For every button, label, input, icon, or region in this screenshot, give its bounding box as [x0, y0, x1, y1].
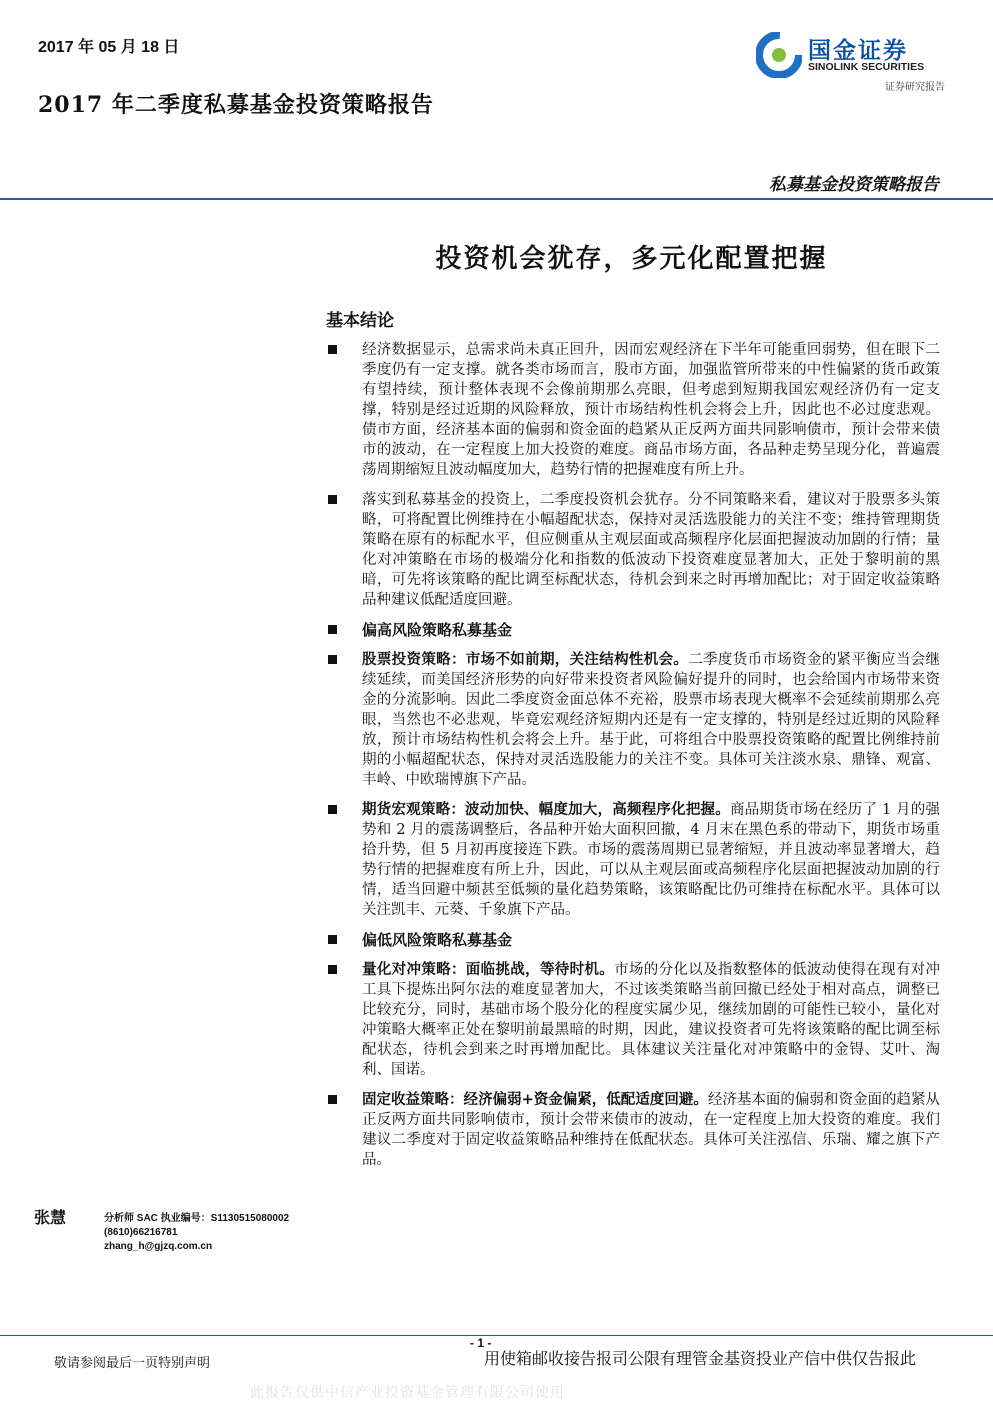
sinolink-logo-icon [756, 32, 802, 78]
report-title: 2017 年二季度私募基金投资策略报告 [38, 92, 434, 118]
analyst-info [104, 1212, 289, 1254]
bullet-item [326, 1090, 940, 1170]
subheading-conclusions: 基本结论 [326, 311, 394, 331]
section-label: 私募基金投资策略报告 [769, 175, 939, 195]
footer-mirrored-text: 用使箱邮收接告报司公限有理管金基资投业产信中供仅告报此 [484, 1349, 917, 1368]
analyst-email[interactable]: zhang_h@gjzq.com.cn [104, 1241, 213, 1252]
bullet-square-icon [328, 1095, 337, 1104]
bullet-square-icon [328, 655, 337, 664]
logo-name-cn: 国金证券 [808, 37, 908, 63]
footer-disclaimer: 敬请参阅最后一页特别声明 [54, 1356, 211, 1371]
bullet-heading [326, 620, 940, 640]
bullet-lead: 偏高风险策略私募基金 [362, 621, 513, 639]
bullet-lead: 期货宏观策略：波动加快、幅度加大，高频程序化把握。 [362, 801, 730, 818]
bullet-text: 市场的分化以及指数整体的低波动使得在现有对冲工具下提炼出阿尔法的难度显著加大，不过该类策略当前回撤已经处于相对高点，调整已比较充分，同时，基础市场个股分化的程度实属少见，继续加剧的可能性已较小，量化对冲策略大概率正处在黎明前最黑暗的时期，因此，建议投资者可先将该策略的配比调至标配状态，待机会到来之时再增加配比。具体建议关注量化对冲策略中的金锝、艾叶、淘利、国诺。 [362, 962, 940, 1078]
analyst-cert: 分析师 SAC 执业编号：S1130515080002 [104, 1213, 290, 1224]
bullet-square-icon [328, 965, 337, 974]
company-logo [756, 32, 946, 80]
bullet-item [326, 490, 940, 610]
bullet-lead: 股票投资策略：市场不如前期，关注结构性机会。 [362, 651, 689, 668]
bullet-square-icon [328, 345, 337, 354]
analyst-name: 张慧 [34, 1208, 67, 1227]
bullet-item [326, 800, 940, 920]
bullet-list [326, 340, 940, 1180]
logo-subtitle: 证券研究报告 [885, 82, 945, 93]
bullet-lead: 固定收益策略：经济偏弱+资金偏紧，低配适度回避。 [362, 1091, 708, 1108]
page-number: - 1 - [470, 1336, 492, 1350]
bullet-lead: 量化对冲策略：面临挑战，等待时机。 [362, 961, 615, 978]
bullet-text: 商品期货市场在经历了 1 月的强势和 2 月的震荡调整后，各品种开始大面积回撤，4 月末在黑色系的带动下，期货市场重拾升势，但 5 月初再度接连下跌。市场的震荡周期已显著缩短，并且波动率显著增大，趋势行情的把握难度有所上升，因此，可以从主观层面或高频程序化层面把握波动加剧的行情，适当回避中频甚至低频的量化趋势策略，该策略配比仍可维持在标配水平。具体可以关注凯丰、元葵、千象旗下产品。 [362, 802, 940, 918]
footer-divider [0, 1335, 993, 1336]
bullet-square-icon [328, 935, 337, 944]
bullet-heading [326, 930, 940, 950]
bullet-square-icon [328, 625, 337, 634]
report-date: 2017 年 05 月 18 日 [38, 39, 180, 56]
bullet-text: 经济基本面的偏弱和资金面的趋紧从正反两方面共同影响债市，预计会带来债市的波动，在一定程度上加大投资的难度。我们建议二季度对于固定收益策略品种维持在低配状态。具体可关注泓信、乐瑞、耀之旗下产品。 [362, 1092, 940, 1168]
bullet-item [326, 650, 940, 790]
bullet-square-icon [328, 805, 337, 814]
bullet-text: 二季度货币市场资金的紧平衡应当会继续延续，而美国经济形势的向好带来投资者风险偏好提升的同时，也会给国内市场带来资金的分流影响。因此二季度资金面总体不充裕，股票市场表现大概率不会延续前期那么亮眼，当然也不必悲观，毕竟宏观经济短期内还是有一定支撑的，特别是经过近期的风险释放，预计市场结构性机会将会上升。基于此，可将组合中股票投资策略的配置比例维持前期的小幅超配状态，保持对灵活选股能力的关注不变。具体可关注淡水泉、鼎锋、观富、丰岭、中欧瑞博旗下产品。 [362, 652, 941, 788]
bullet-text: 经济数据显示，总需求尚未真正回升，因而宏观经济在下半年可能重回弱势，但在眼下二季度仍有一定支撑。就各类市场而言，股市方面，加强监管所带来的中性偏紧的货币政策有望持续，预计整体表现不会像前期那么亮眼，但考虑到短期我国宏观经济仍有一定支撑，特别是经过近期的风险释放，预计市场结构性机会将会上升，因此也不必过度悲观。债市方面，经济基本面的偏弱和资金面的趋紧从正反两方面共同影响债市，预计会带来债市的波动，在一定程度上加大投资的难度。商品市场方面，各品种走势呈现分化，普遍震荡周期缩短且波动幅度加大，趋势行情的把握难度有所上升。 [362, 342, 940, 478]
bullet-lead: 偏低风险策略私募基金 [362, 931, 513, 949]
bullet-item [326, 960, 940, 1080]
bullet-square-icon [328, 495, 337, 504]
analyst-phone: (8610)66216781 [104, 1227, 178, 1238]
headline: 投资机会犹存，多元化配置把握 [435, 244, 828, 274]
bullet-text: 落实到私募基金的投资上，二季度投资机会犹存。分不同策略来看，建议对于股票多头策略，可将配置比例维持在小幅超配状态，保持对灵活选股能力的关注不变；维持管理期货策略在原有的标配水平，但应侧重从主观层面或高频程序化层面把握波动加剧的行情；量化对冲策略在市场的极端分化和指数的低波动下投资难度显著加大，正处于黎明前的黑暗，可先将该策略的配比调至标配状态，待机会到来之时再增加配比；对于固定收益策略品种建议低配适度回避。 [362, 492, 940, 608]
logo-name-en: SINOLINK SECURITIES [808, 61, 925, 73]
bullet-item [326, 340, 940, 480]
header-divider [0, 198, 993, 200]
watermark: 此报告仅供中信产业投资基金管理有限公司使用 [250, 1385, 565, 1401]
